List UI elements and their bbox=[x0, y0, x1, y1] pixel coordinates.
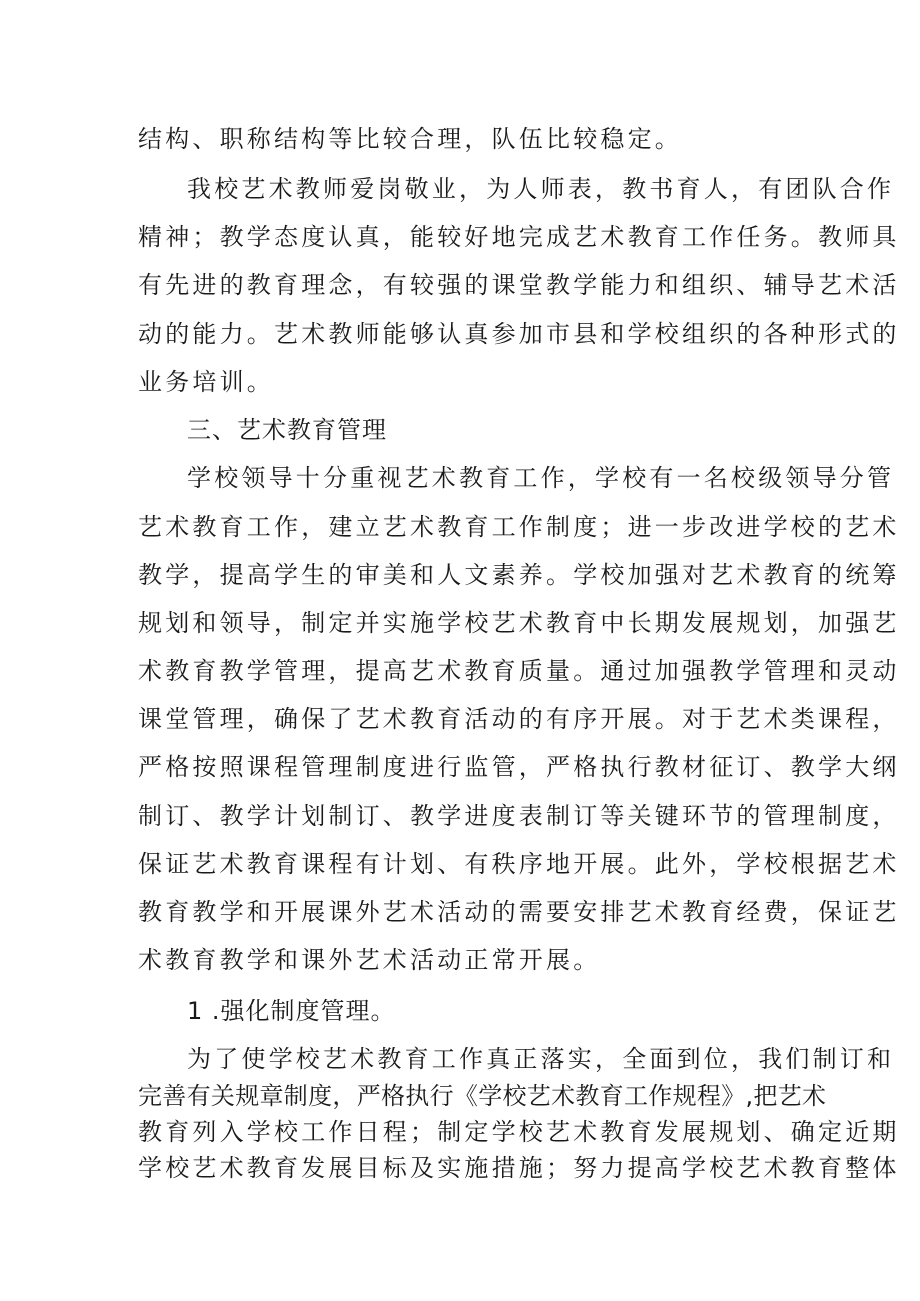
paragraph-line: 教学，提高学生的审美和人文素养。学校加强对艺术教育的统筹 bbox=[138, 561, 900, 589]
paragraph-line: 结构、职称结构等比较合理，队伍比较稳定。 bbox=[138, 125, 682, 153]
paragraph-line: 艺术教育工作，建立艺术教育工作制度；进一步改进学校的艺术 bbox=[138, 513, 900, 541]
paragraph-line: 精神；教学态度认真，能较好地完成艺术教育工作任务。教师具 bbox=[138, 223, 900, 251]
section-heading: 三、艺术教育管理 bbox=[187, 416, 387, 444]
paragraph-line: 术教育教学和课外艺术活动正常开展。 bbox=[138, 946, 601, 974]
paragraph-line: 课堂管理，确保了艺术教育活动的有序开展。对于艺术类课程， bbox=[138, 705, 900, 733]
paragraph-line: 动的能力。艺术教师能够认真参加市县和学校组织的各种形式的 bbox=[138, 320, 900, 348]
paragraph-line: 教育教学和开展课外艺术活动的需要安排艺术教育经费，保证艺 bbox=[138, 898, 900, 926]
paragraph-line: 学校领导十分重视艺术教育工作，学校有一名校级领导分管 bbox=[187, 464, 895, 492]
paragraph-line: 完善有关规章制度，严格执行《学校艺术教育工作规程》,把艺术 bbox=[138, 1082, 827, 1110]
paragraph-line: 术教育教学管理，提高艺术教育质量。通过加强教学管理和灵动 bbox=[138, 657, 900, 685]
paragraph-line: 学校艺术教育发展目标及实施措施；努力提高学校艺术教育整体 bbox=[138, 1154, 900, 1182]
paragraph-line: 教育列入学校工作日程；制定学校艺术教育发展规划、确定近期 bbox=[138, 1118, 900, 1146]
paragraph-line: 制订、教学计划制订、教学进度表制订等关键环节的管理制度， bbox=[138, 802, 900, 830]
paragraph-line: 规划和领导，制定并实施学校艺术教育中长期发展规划，加强艺 bbox=[138, 609, 900, 637]
paragraph-line: 有先进的教育理念，有较强的课堂教学能力和组织、辅导艺术活 bbox=[138, 271, 900, 299]
paragraph-line: 我校艺术教师爱岗敬业，为人师表，教书育人，有团队合作 bbox=[187, 175, 895, 203]
paragraph-line: 为了使学校艺术教育工作真正落实，全面到位，我们制订和 bbox=[187, 1045, 895, 1073]
paragraph-line: 严格按照课程管理制度进行监管，严格执行教材征订、教学大纲 bbox=[138, 753, 900, 781]
paragraph-line: 保证艺术教育课程有计划、有秩序地开展。此外，学校根据艺术 bbox=[138, 850, 900, 878]
paragraph-line: 业务培训。 bbox=[138, 368, 274, 396]
subsection-heading: 1 .强化制度管理。 bbox=[187, 997, 396, 1025]
